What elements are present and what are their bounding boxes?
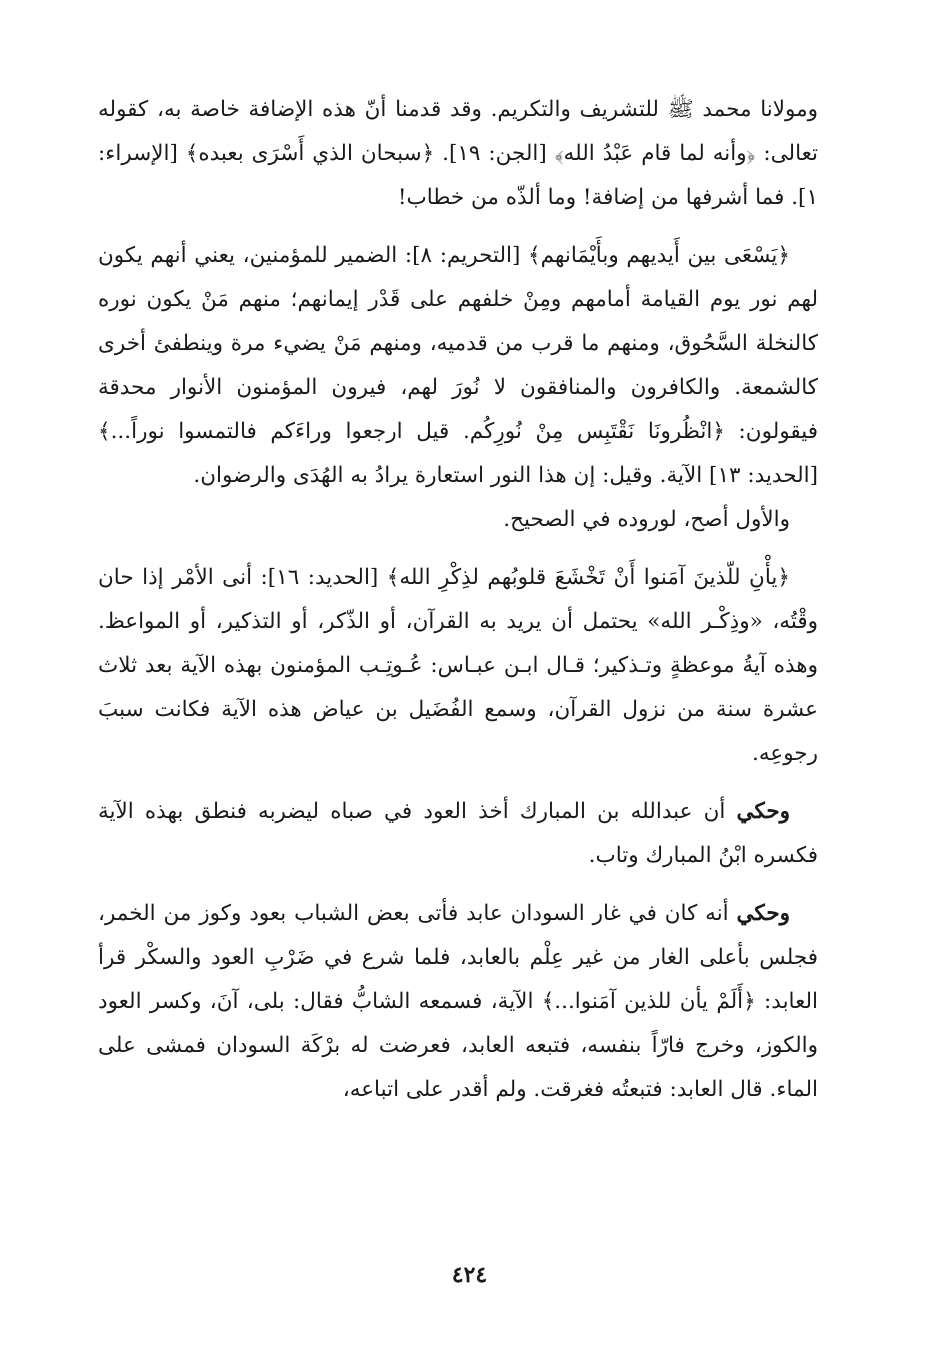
paragraph-4: ﴿يأْنِ للّذينَ آمَنوا أَنْ تَخْشَعَ قلوبُهم لذِكْرِ الله﴾ [الحديد: ١٦]: أنى الأمْر إذا حان وقْتُه، «وذِكْـر الله» يحتمل أن يريد به القرآن، أو الذّكر، أو التذكير، أو المواعظ. وهذه آيةُ موعظةٍ وتـذكير؛ قـال ابـن عبـاس: عُـوتِـب المؤمنون بهذه الآية بعد ثلاث عشرة سنة من نزول القرآن، وسمع الفُضَيل بن عياض هذه الآية فكانت سببَ رجوعِه. xyxy=(98,565,818,766)
paragraph-6-lead: وحكي xyxy=(736,901,790,926)
paragraph-6 xyxy=(98,892,818,1112)
page-body xyxy=(98,88,818,1112)
paragraph-2: ﴿يَسْعَى بين أَيديهم وبأَيْمَانهم﴾ [التحريم: ٨]: الضمير للمؤمنين، يعني أنهم يكون لهم نور يوم القيامة أمامهم ومِنْ خلفهم على قَدْر إيمانهم؛ منهم مَنْ يكون نوره كالنخلة السَّحُوق، ومنهم ما قرب من قدميه، ومنهم مَنْ يضيء مرة وينطفئ أخرى كالشمعة. والكافرون والمنافقون لا نُورَ لهم، فيرون المؤمنون الأنوار محدقة فيقولون: ﴿انْظُرونَا نَقْتَبِس مِنْ نُورِكُم. قيل ارجعوا وراءَكم فالتمسوا نوراً...﴾ [الحديد: ١٣] الآية. وقيل: إن هذا النور استعارة يرادُ به الهُدَى والرضوان. xyxy=(98,243,818,488)
paragraph-1: ومولانا محمد ﷺ للتشريف والتكريم. وقد قدمنا أنّ هذه الإضافة خاصة به، كقوله تعالى: ﴿وأنه لما قام عَبْدُ الله﴾ [الجن: ١٩]. ﴿سبحان الذي أَسْرَى بعبده﴾ [الإسراء: ١]. فما أشرفها من إضافة! وما ألذّه من خطاب! xyxy=(98,97,818,210)
paragraph-5-lead: وحكي xyxy=(736,799,790,824)
paragraph-5 xyxy=(98,790,818,878)
paragraph-6-text: أنه كان في غار السودان عابد فأتى بعض الشباب بعود وكوز من الخمر، فجلس بأعلى الغار من غير عِلْم بالعابد، فلما شرع في ضَرْبِ العود والسكْر قرأ العابد: ﴿أَلَمْ يأن للذين آمَنوا...﴾ الآية، فسمعه الشابُّ فقال: بلى، آنَ، وكسر العود والكوز، وخرج فارّاً بنفسه، فتبعه العابد، فعرضت له برْكَة السودان فمشى على الماء. قال العابد: فتبعتُه فغرقت. ولم أقدر على اتباعه، xyxy=(98,901,818,1102)
paragraph-3: والأول أصح، لوروده في الصحيح. xyxy=(503,507,790,532)
page-number: ٤٢٤ xyxy=(451,1262,488,1288)
paragraph-5-text: أن عبدالله بن المبارك أخذ العود في صباه ليضربه فنطق بهذه الآية فكسره ابْنُ المبارك وتاب. xyxy=(98,799,818,868)
